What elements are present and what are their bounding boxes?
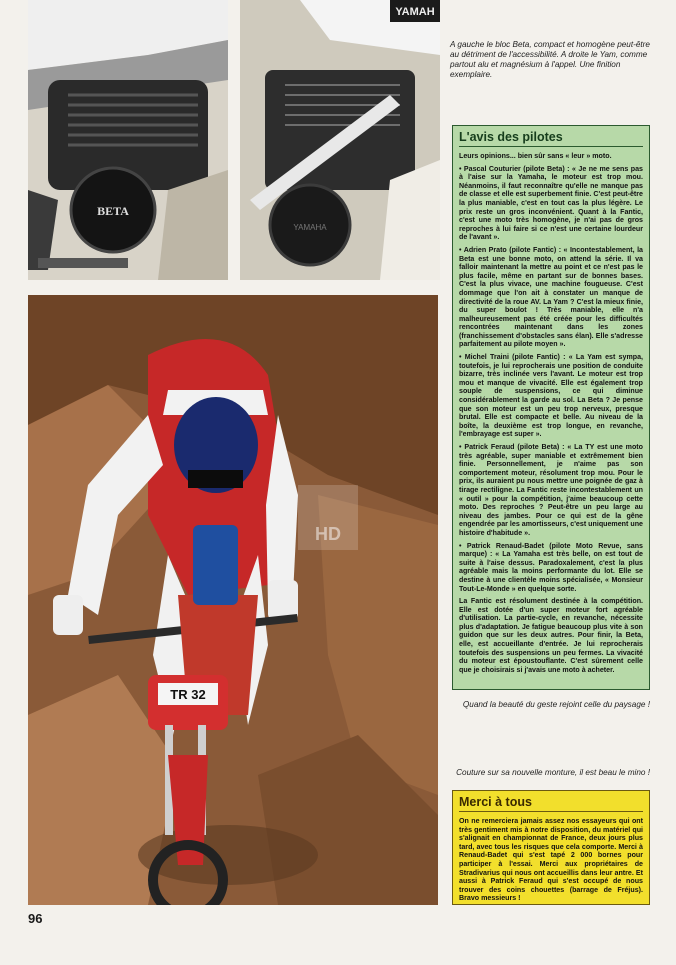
yamaha-tank-text: YAMAH — [395, 6, 435, 18]
pilots-opinion-intro: Leurs opinions... bien sûr sans « leur » moto. — [459, 152, 612, 160]
beta-engine-photo — [28, 0, 228, 280]
opinion-feraud: • Patrick Feraud (pilote Beta) : « La TY est une moto très agréable, super maniable et extrêmement bien finie. Personnellement, je n'aime pas son comportement moteur, résolument trop mou. Pour le prix, ils auraient pu nous mettre une poignée de gaz à tirage rectiligne. La Fantic reste incontestablement un « outil » pour la compétition, j'aime beaucoup cette moto. Des reproches ? Peut-être un peu large au niveau des jambes. Pour ce qui est de la gêne engendrée par les amortisseurs, c'est uniquement une histoire d'habitude ». — [459, 443, 643, 537]
pilots-opinion-title: L'avis des pilotes — [459, 130, 643, 147]
rider-number-plate: TR 32 — [170, 687, 206, 702]
rider-trial-photo — [28, 295, 438, 905]
opinion-prato: • Adrien Prato (pilote Fantic) : « Incontestablement, la Beta est une bonne moto, on attend la série. Il va falloir maintenant la mettre au point et ce n'est pas le plus facile, même en partant sur de bonnes bases. C'est la plus vivace, une machine fougueuse. C'est dommage que l'on ait à constater un manque de directivité de la roue AV. La Yam ? C'est la mieux finie, du super boulot ! Très maniable, elle n'a malheureusement pas été créée pour les difficultés rencontrées maintenant dans les zones (franchissement d'obstacles sans élan). Elle s'adresse parfaitement au pilote moyen ». — [459, 245, 643, 349]
opinion-traini: • Michel Traini (pilote Fantic) : « La Yam est sympa, toutefois, je lui reprocherais une position de conduite bizarre, très inclinée vers l'avant. Le moteur est trop mou et manque de vivacité. Elle est également trop souple de suspensions, ce qui diminue considérablement la garde au sol. La Beta ? Je pense que son moteur est un peu trop nerveux, presque brutal. Elle est compacte et belle. Au niveau de la boîte, la deuxième est trop longue, en revanche, l'embrayage est super ». — [459, 353, 643, 439]
beta-engine-text: BETA — [97, 204, 129, 218]
caption-engines: A gauche le bloc Beta, compact et homogène peut-être au détriment de l'accessibilité. A droite le Yam, comme partout alu et magnésium à l'appel. Une finition exemplaire. — [450, 40, 650, 79]
yamaha-cover-text: YAMAHA — [293, 223, 327, 232]
opinion-renaud-badet: • Patrick Renaud-Badet (pilote Moto Revue, sans marque) : « La Yamaha est très belle, on est tout de suite à l'aise dessus. Paradoxalement, c'est la plus agréable mais la moins performante du lot. Elle se destine à une clientèle moins spécialisée, « Monsieur Tout-Le-Monde » en quelque sorte. — [459, 541, 643, 593]
pilots-opinion-box — [452, 125, 650, 690]
watermark-text: HD — [315, 524, 341, 544]
opinion-renaud-badet-cont: La Fantic est résolument destinée à la compétition. Elle est dotée d'un super moteur fort agréable d'utilisation. La partie-cycle, en revanche, nécessite plus d'adaptation. Je fatigue beaucoup plus vite à son guidon que sur les deux autres. Pour finir, la Beta, elle, est accueillante d'entrée. Je lui reprocherais toutefois des suspensions un peu fermes. La vivacité du moteur est époustouflante. C'est sûrement celle que je choisirais si j'avais une moto à acheter. — [459, 597, 643, 674]
thanks-text: On ne remerciera jamais assez nos essayeurs qui ont très gentiment mis à notre disposition, du matériel qui s'alignait en championnat de France, deux jours plus tard, avec tous les risques que cela comporte. Merci à Renaud-Badet qui s'est tapé 2 000 bornes pour participer à l'essai. Merci aux propriétaires de Stradivarius qui nous ont accueillis dans leur antre. Et aussi à Patrick Feraud qui s'est occupé de nous trouver des coins chouettes (barrage de Fréjus). Bravo messieurs ! — [459, 817, 643, 903]
caption-new-bike: Couture sur sa nouvelle monture, il est beau le mino ! — [456, 768, 650, 777]
yamaha-engine-photo — [240, 0, 440, 280]
page-number: 96 — [28, 911, 43, 926]
thanks-title: Merci à tous — [459, 795, 643, 812]
opinion-couturier: • Pascal Couturier (pilote Beta) : « Je ne me sens pas à l'aise sur la Yamaha, le moteur est trop mou. Néanmoins, il faut reconnaître qu'elle ne manque pas de classe et elle est superbement finie. C'est peut-être la plus maniable, c'est en tout cas la plus légère. Le prix reste un gros inconvénient. Quant à la Fantic, c'est une moto très homogène, je n'ai pas de gros reproches à lui faire si ce n'est une certaine lourdeur de l'avant ». — [459, 164, 643, 242]
caption-landscape: Quand la beauté du geste rejoint celle du paysage ! — [462, 700, 650, 709]
thanks-box — [452, 790, 650, 905]
